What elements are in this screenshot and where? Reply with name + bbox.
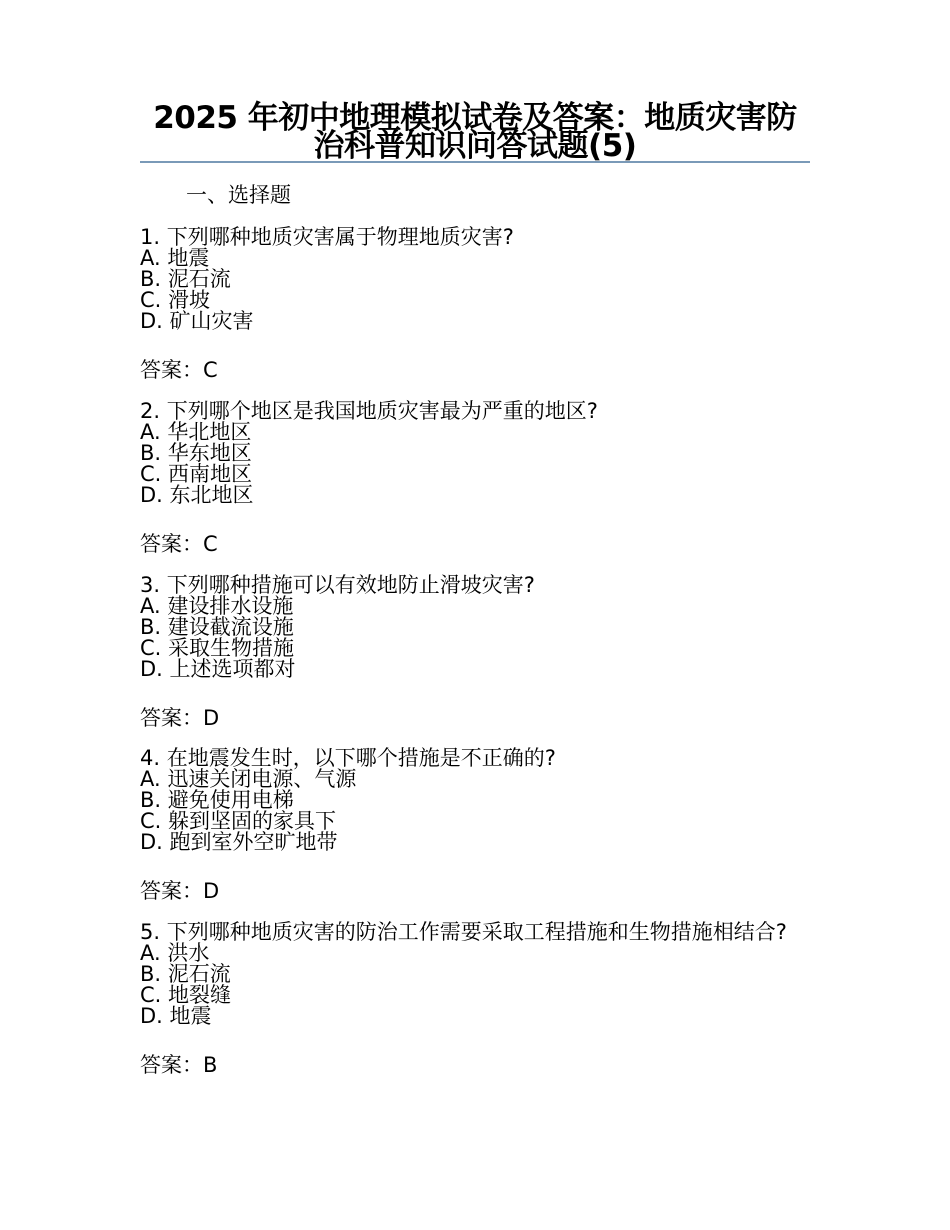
option-d: D. 东北地区: [140, 483, 254, 507]
option-b: B. 避免使用电梯: [140, 788, 294, 812]
question-text: 5. 下列哪种地质灾害的防治工作需要采取工程措施和生物措施相结合?: [140, 920, 787, 944]
question-5: [140, 921, 800, 1079]
answer: 答案：B: [140, 1053, 218, 1077]
question-2: [140, 400, 800, 558]
option-b: B. 泥石流: [140, 267, 231, 291]
answer: 答案：C: [140, 532, 218, 556]
option-d: D. 跑到室外空旷地带: [140, 830, 338, 854]
question-text: 2. 下列哪个地区是我国地质灾害最为严重的地区?: [140, 399, 598, 423]
option-d: D. 地震: [140, 1004, 212, 1028]
option-d: D. 上述选项都对: [140, 657, 296, 681]
answer: 答案：D: [140, 879, 220, 903]
question-text: 1. 下列哪种地质灾害属于物理地质灾害?: [140, 225, 514, 249]
option-a: A. 地震: [140, 246, 210, 270]
option-c: C. 地裂缝: [140, 983, 232, 1007]
title-divider: [140, 161, 810, 163]
page-title: 2025 年初中地理模拟试卷及答案：地质灾害防治科普知识问答试题(5): [153, 100, 797, 164]
question-text: 3. 下列哪种措施可以有效地防止滑坡灾害?: [140, 573, 535, 597]
option-c: C. 滑坡: [140, 288, 211, 312]
question-4: [140, 747, 800, 905]
option-c: C. 躲到坚固的家具下: [140, 809, 337, 833]
answer: 答案：C: [140, 358, 218, 382]
question-text: 4. 在地震发生时，以下哪个措施是不正确的?: [140, 746, 556, 770]
option-a: A. 迅速关闭电源、气源: [140, 767, 357, 791]
question-3: [140, 574, 800, 732]
section-heading: 一、选择题: [186, 183, 291, 207]
option-a: A. 洪水: [140, 941, 210, 965]
option-b: B. 建设截流设施: [140, 615, 294, 639]
option-c: C. 西南地区: [140, 462, 253, 486]
option-a: A. 建设排水设施: [140, 594, 294, 618]
option-a: A. 华北地区: [140, 420, 252, 444]
answer: 答案：D: [140, 706, 220, 730]
option-b: B. 华东地区: [140, 441, 252, 465]
option-d: D. 矿山灾害: [140, 309, 254, 333]
option-c: C. 采取生物措施: [140, 636, 295, 660]
question-1: [140, 226, 800, 384]
option-b: B. 泥石流: [140, 962, 231, 986]
